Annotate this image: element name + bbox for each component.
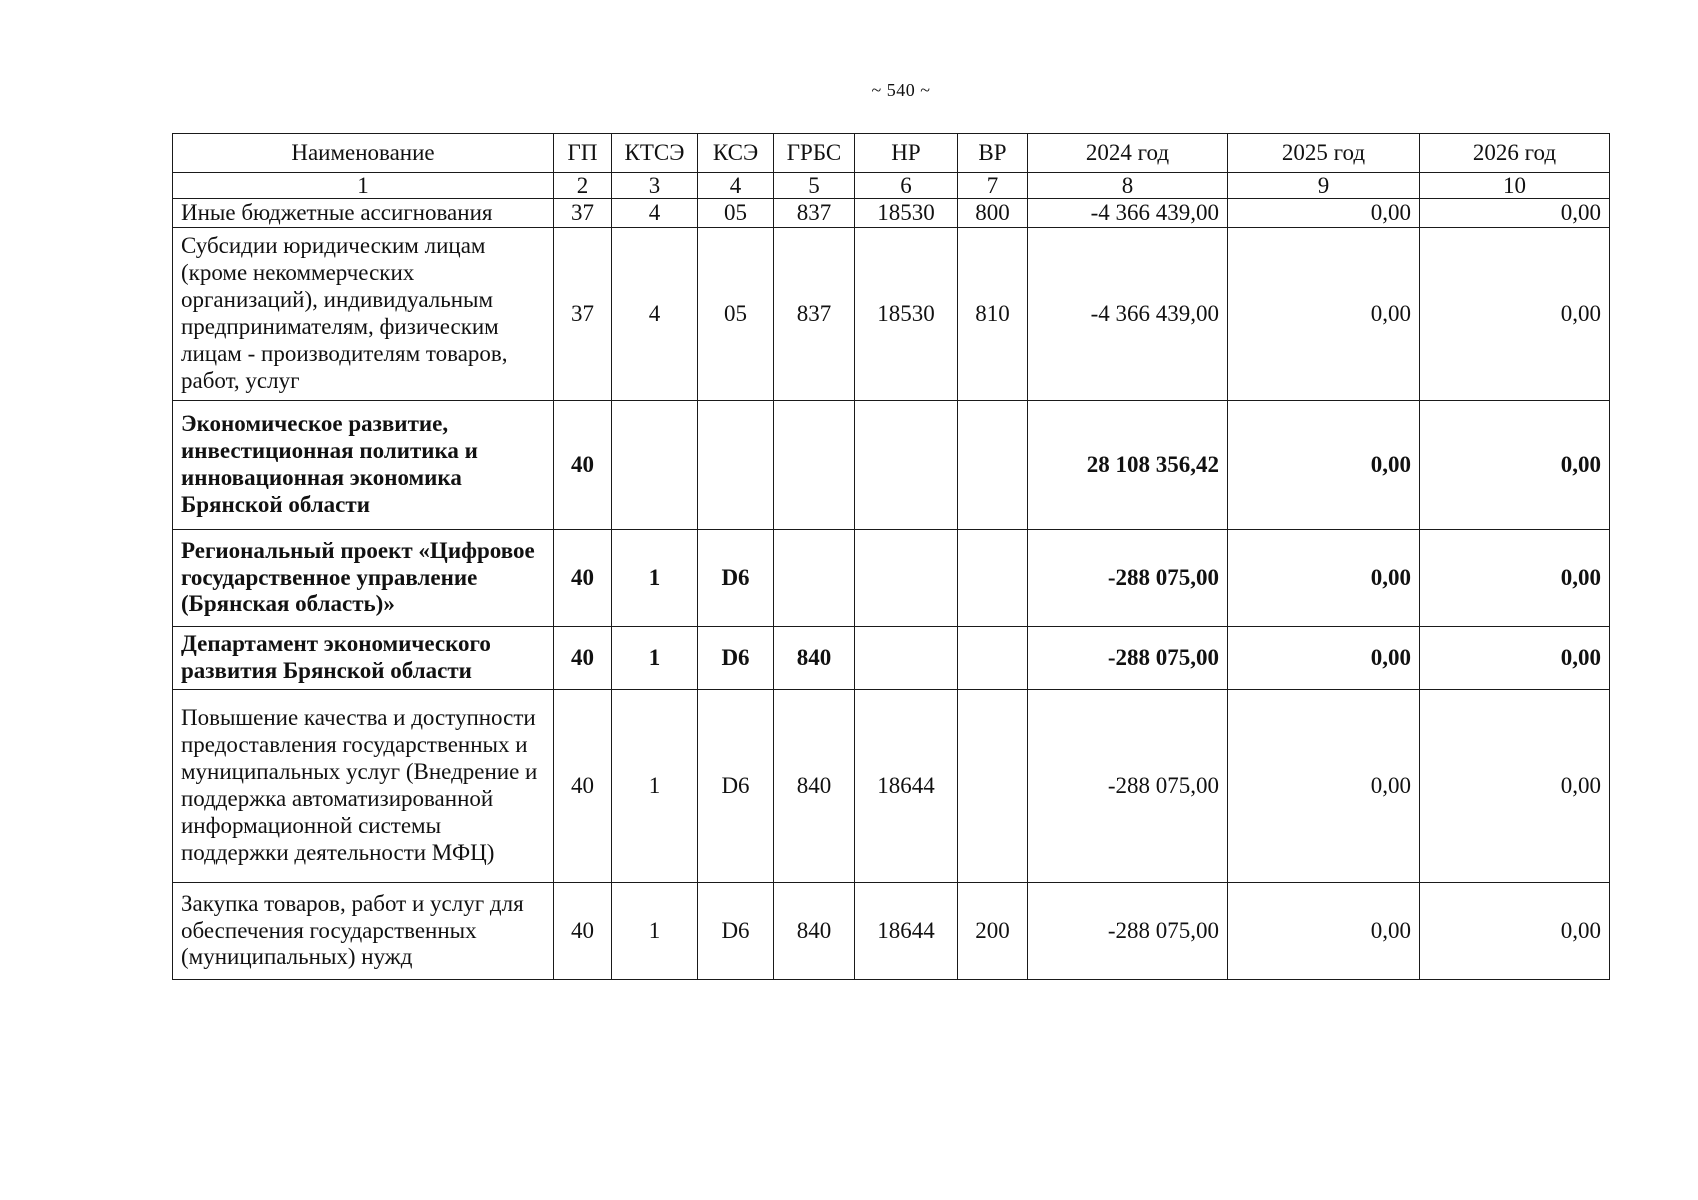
row-ktse — [612, 401, 698, 530]
row-vr — [958, 530, 1028, 627]
page-number-text: ~ 540 ~ — [871, 80, 931, 100]
table-row — [173, 883, 1610, 980]
column-number: 3 — [612, 173, 698, 199]
row-name: Региональный проект «Цифровое государственное управление (Брянская область)» — [173, 530, 554, 627]
row-name: Повышение качества и доступности предоставления государственных и муниципальных услуг (Внедрение и поддержка автоматизированной информационной системы поддержки деятельности МФЦ) — [173, 690, 554, 883]
column-number: 7 — [958, 173, 1028, 199]
row-amount-2024: -4 366 439,00 — [1028, 228, 1228, 401]
row-amount-2025: 0,00 — [1228, 883, 1420, 980]
header-kse: КСЭ — [698, 134, 774, 173]
table-row — [173, 627, 1610, 690]
header-vr: ВР — [958, 134, 1028, 173]
row-vr: 800 — [958, 199, 1028, 228]
row-kse: 05 — [698, 228, 774, 401]
row-name: Экономическое развитие, инвестиционная политика и инновационная экономика Брянской области — [173, 401, 554, 530]
row-name: Закупка товаров, работ и услуг для обеспечения государственных (муниципальных) нужд — [173, 883, 554, 980]
table-row — [173, 401, 1610, 530]
row-vr: 810 — [958, 228, 1028, 401]
header-nr: НР — [855, 134, 958, 173]
header-2026: 2026 год — [1420, 134, 1610, 173]
table-row — [173, 690, 1610, 883]
row-grbs: 837 — [774, 199, 855, 228]
row-kse: 05 — [698, 199, 774, 228]
row-gp: 40 — [554, 530, 612, 627]
row-ktse: 1 — [612, 627, 698, 690]
column-number: 2 — [554, 173, 612, 199]
header-2024: 2024 год — [1028, 134, 1228, 173]
row-gp: 40 — [554, 627, 612, 690]
column-number: 1 — [173, 173, 554, 199]
row-vr — [958, 627, 1028, 690]
row-gp: 37 — [554, 199, 612, 228]
column-number: 9 — [1228, 173, 1420, 199]
row-kse — [698, 401, 774, 530]
column-number: 5 — [774, 173, 855, 199]
row-amount-2025: 0,00 — [1228, 530, 1420, 627]
header-gp: ГП — [554, 134, 612, 173]
row-name: Субсидии юридическим лицам (кроме некоммерческих организаций), индивидуальным предпринимателям, физическим лицам - производителям товаров, работ, услуг — [173, 228, 554, 401]
row-ktse: 4 — [612, 199, 698, 228]
row-amount-2025: 0,00 — [1228, 690, 1420, 883]
row-amount-2025: 0,00 — [1228, 228, 1420, 401]
row-kse: D6 — [698, 627, 774, 690]
row-amount-2024: -288 075,00 — [1028, 690, 1228, 883]
row-amount-2025: 0,00 — [1228, 627, 1420, 690]
row-amount-2024: -4 366 439,00 — [1028, 199, 1228, 228]
row-name: Департамент экономического развития Брянской области — [173, 627, 554, 690]
row-grbs — [774, 530, 855, 627]
table-row — [173, 228, 1610, 401]
row-ktse: 4 — [612, 228, 698, 401]
row-grbs: 840 — [774, 690, 855, 883]
row-amount-2025: 0,00 — [1228, 199, 1420, 228]
row-name: Иные бюджетные ассигнования — [173, 199, 554, 228]
header-name: Наименование — [173, 134, 554, 173]
row-amount-2024: 28 108 356,42 — [1028, 401, 1228, 530]
column-number: 10 — [1420, 173, 1610, 199]
row-amount-2026: 0,00 — [1420, 228, 1610, 401]
row-gp: 40 — [554, 883, 612, 980]
row-grbs: 840 — [774, 883, 855, 980]
row-gp: 40 — [554, 690, 612, 883]
page-number — [0, 80, 1698, 101]
row-amount-2024: -288 075,00 — [1028, 883, 1228, 980]
row-ktse: 1 — [612, 690, 698, 883]
row-amount-2026: 0,00 — [1420, 627, 1610, 690]
row-kse: D6 — [698, 530, 774, 627]
row-nr — [855, 530, 958, 627]
row-ktse: 1 — [612, 883, 698, 980]
row-amount-2026: 0,00 — [1420, 401, 1610, 530]
row-vr — [958, 690, 1028, 883]
row-nr: 18530 — [855, 228, 958, 401]
row-grbs — [774, 401, 855, 530]
column-number: 4 — [698, 173, 774, 199]
row-gp: 40 — [554, 401, 612, 530]
row-ktse: 1 — [612, 530, 698, 627]
row-kse: D6 — [698, 883, 774, 980]
row-amount-2026: 0,00 — [1420, 690, 1610, 883]
row-grbs: 840 — [774, 627, 855, 690]
row-amount-2026: 0,00 — [1420, 883, 1610, 980]
column-number: 6 — [855, 173, 958, 199]
row-vr: 200 — [958, 883, 1028, 980]
row-amount-2024: -288 075,00 — [1028, 627, 1228, 690]
row-amount-2026: 0,00 — [1420, 199, 1610, 228]
row-nr: 18644 — [855, 883, 958, 980]
header-2025: 2025 год — [1228, 134, 1420, 173]
row-amount-2026: 0,00 — [1420, 530, 1610, 627]
row-amount-2024: -288 075,00 — [1028, 530, 1228, 627]
row-gp: 37 — [554, 228, 612, 401]
row-vr — [958, 401, 1028, 530]
row-grbs: 837 — [774, 228, 855, 401]
row-nr: 18644 — [855, 690, 958, 883]
column-number: 8 — [1028, 173, 1228, 199]
row-nr — [855, 401, 958, 530]
budget-table — [172, 133, 1610, 980]
column-number-row — [173, 173, 1610, 199]
table-row — [173, 199, 1610, 228]
row-nr — [855, 627, 958, 690]
table-row — [173, 530, 1610, 627]
row-kse: D6 — [698, 690, 774, 883]
header-grbs: ГРБС — [774, 134, 855, 173]
header-ktse: КТСЭ — [612, 134, 698, 173]
header-row — [173, 134, 1610, 173]
row-amount-2025: 0,00 — [1228, 401, 1420, 530]
row-nr: 18530 — [855, 199, 958, 228]
